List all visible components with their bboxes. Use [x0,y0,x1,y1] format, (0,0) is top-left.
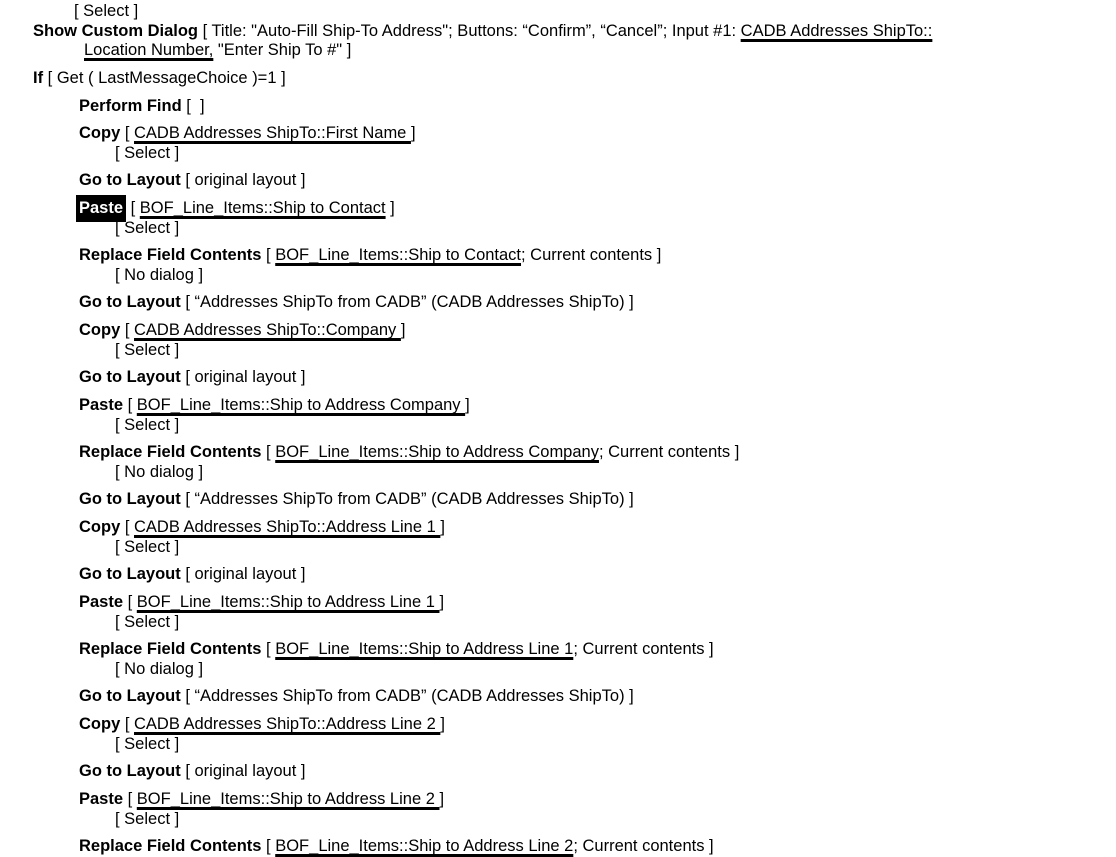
step-argument-text: [ “Addresses ShipTo from CADB” (CADB Addresses ShipTo) ] [180,687,634,706]
step-argument-text: ] [400,321,406,340]
step-argument-text: ] [465,395,470,414]
step-argument-text: [ [120,321,135,340]
step-argument-text: [ “Addresses ShipTo from CADB” (CADB Addresses ShipTo) ] [180,293,634,312]
script-step-line [0,396,1116,416]
step-argument-text: [ “Addresses ShipTo from CADB” (CADB Addresses ShipTo) ] [180,490,634,509]
script-step-line [0,837,1116,857]
script-option-line [0,266,1116,286]
step-name: Copy [79,321,121,340]
script-step-line [0,518,1116,538]
field-reference: CADB Addresses ShipTo::Company [134,321,401,340]
script-step-line [0,69,1116,89]
step-name: Replace Field Contents [79,837,262,856]
field-reference: BOF_Line_Items::Ship to Contact [275,246,522,265]
field-reference: BOF_Line_Items::Ship to Address Line 2 [136,789,440,808]
script-step-line [0,687,1116,707]
step-argument-text: [ [123,395,137,414]
step-name: Go to Layout [79,171,181,190]
script-step-line [0,715,1116,735]
step-name: Copy [79,518,121,537]
step-argument-text: [ original layout ] [180,762,306,781]
field-reference: BOF_Line_Items::Ship to Address Line 1 [275,640,574,659]
script-option-line [0,341,1116,361]
step-argument-text: [ Select ] [115,143,180,162]
script-option-line [0,660,1116,680]
script-step-line [0,640,1116,660]
step-name: Go to Layout [79,293,181,312]
step-argument-text: [ Select ] [115,415,180,434]
script-step-line [0,790,1116,810]
step-argument-text: ; Current contents ] [521,246,662,265]
step-argument-text: [ Select ] [74,2,139,20]
step-argument-text: [ original layout ] [180,171,306,190]
step-name: Replace Field Contents [79,246,262,265]
step-argument-text: ] [439,592,445,611]
step-argument-text: [ [126,198,140,217]
step-argument-text: ] [385,198,395,217]
step-argument-text: ; Current contents ] [573,837,714,856]
step-argument-text: [ [120,714,135,733]
step-name: Copy [79,124,121,143]
script-option-line [0,144,1116,164]
step-name: Perform Find [79,96,182,115]
step-argument-text: ] [439,789,445,808]
script-step-line [0,443,1116,463]
step-argument-text: [ Select ] [115,734,180,753]
field-reference: CADB Addresses ShipTo::First Name [134,124,411,143]
script-continuation-line [0,41,1116,61]
step-name-highlighted: Paste [76,195,126,222]
script-option-line [0,538,1116,558]
script-option-line [0,219,1116,239]
script-option-line [0,416,1116,436]
step-argument-text: [ ] [181,96,205,115]
step-name: Go to Layout [79,368,181,387]
step-name: Replace Field Contents [79,443,262,462]
step-name: Go to Layout [79,565,181,584]
script-step-line [0,321,1116,341]
script-step-line [0,293,1116,313]
script-step-line [0,22,1116,42]
script-step-line [0,199,1116,219]
script-step-line [0,368,1116,388]
script-option-line [0,463,1116,483]
step-argument-text: [ No dialog ] [115,462,204,481]
step-argument-text: [ [123,789,137,808]
step-argument-text: [ No dialog ] [115,659,204,678]
step-name: Go to Layout [79,762,181,781]
step-name: If [33,68,44,87]
field-reference: BOF_Line_Items::Ship to Contact [139,198,386,217]
field-reference: BOF_Line_Items::Ship to Address Company [136,395,466,414]
step-name: Paste [79,789,124,808]
step-name: Paste [79,592,124,611]
step-argument-text: [ [261,837,276,856]
script-step-line [0,97,1116,117]
field-reference: CADB Addresses ShipTo:: [740,21,933,40]
field-reference: BOF_Line_Items::Ship to Address Line 1 [136,592,440,611]
script-option-line [0,735,1116,755]
script-step-line [0,762,1116,782]
script-step-line [0,246,1116,266]
step-argument-text: ] [410,124,416,143]
step-argument-text: [ Title: "Auto-Fill Ship-To Address"; Buttons: “Confirm”, “Cancel”; Input #1: [198,21,741,40]
step-name: Paste [79,395,124,414]
step-argument-text: [ Select ] [115,537,180,556]
step-argument-text: [ Select ] [115,809,180,828]
step-name: Copy [79,714,121,733]
step-argument-text: [ [261,246,276,265]
step-argument-text: [ original layout ] [180,368,306,387]
field-reference: BOF_Line_Items::Ship to Address Line 2 [275,837,574,856]
script-step-line [0,490,1116,510]
step-argument-text: [ [120,124,135,143]
step-argument-text: [ Get ( LastMessageChoice )=1 ] [43,68,286,87]
field-reference: CADB Addresses ShipTo::Address Line 1 [134,518,441,537]
step-name: Go to Layout [79,490,181,509]
step-argument-text: ] [440,714,445,733]
field-reference: CADB Addresses ShipTo::Address Line 2 [134,714,441,733]
step-argument-text: [ Select ] [115,340,180,359]
step-name: Replace Field Contents [79,640,262,659]
step-argument-text: [ [261,640,276,659]
script-option-line [0,810,1116,830]
step-argument-text: "Enter Ship To #" ] [213,41,352,60]
step-argument-text: ; Current contents ] [573,640,714,659]
step-argument-text: [ Select ] [115,218,180,237]
step-name: Show Custom Dialog [33,21,198,40]
step-name: Go to Layout [79,687,181,706]
step-argument-text: [ [123,592,137,611]
script-step-line [0,593,1116,613]
step-argument-text: [ No dialog ] [115,265,204,284]
step-argument-text: [ original layout ] [180,565,306,584]
step-argument-text: ] [440,518,445,537]
field-reference: BOF_Line_Items::Ship to Address Company [275,443,599,462]
step-argument-text: [ [261,443,276,462]
script-option-line [0,613,1116,633]
script-step-line [0,124,1116,144]
script-step-line [0,565,1116,585]
step-argument-text: [ [120,518,135,537]
script-option-line [0,2,1116,22]
step-argument-text: ; Current contents ] [598,443,740,462]
step-argument-text: [ Select ] [115,612,180,631]
field-reference: Location Number, [84,41,214,60]
script-step-line [0,171,1116,191]
